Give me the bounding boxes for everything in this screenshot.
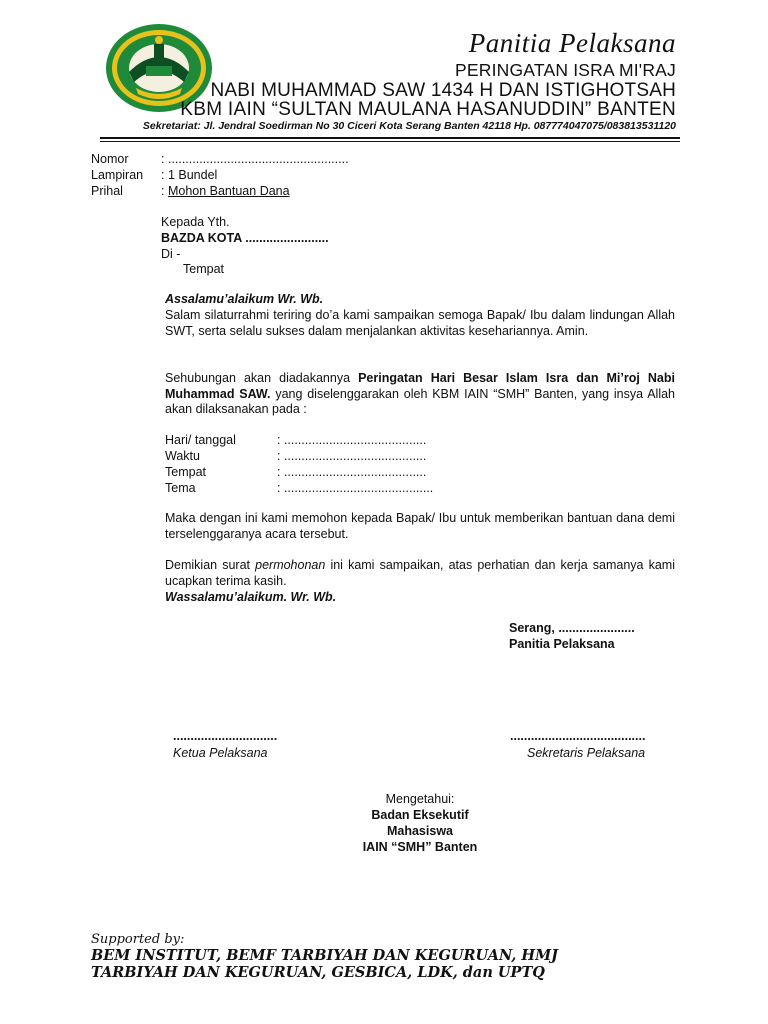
committee-label: Panitia Pelaksana: [509, 637, 615, 651]
prihal-label: Prihal: [91, 184, 123, 198]
prihal-value: Mohon Bantuan Dana: [167, 184, 290, 198]
lampiran-label: Lampiran: [91, 168, 144, 182]
acknowledged-line-3: IAIN “SMH” Banten: [362, 840, 478, 854]
prihal-field: [161, 184, 290, 198]
acknowledged-line-1: Badan Eksekutif: [371, 808, 469, 822]
supported-line-2: TARBIYAH DAN KEGURUAN, GESBICA, LDK, dan UPTQ: [91, 964, 545, 981]
header-line-1: PERINGATAN ISRA MI'RAJ: [454, 60, 676, 80]
detail-value-date: : .........................................: [277, 433, 427, 447]
acknowledged-label: Mengetahui:: [385, 792, 455, 806]
nomor-label: Nomor: [91, 152, 129, 166]
recipient-line-4: Tempat: [183, 262, 224, 276]
header-rule-thin: [100, 141, 680, 142]
header-org-italic: Panitia Pelaksana: [468, 28, 676, 58]
detail-value-time: : .........................................: [277, 449, 427, 463]
greeting: Assalamu’alaikum Wr. Wb.: [165, 292, 324, 306]
recipient-line-2: BAZDA KOTA ........................: [161, 231, 329, 245]
recipient-line-1: Kepada Yth.: [161, 215, 230, 229]
paragraph-3: Maka dengan ini kami memohon kepada Bapak/ Ibu untuk memberikan bantuan dana demi terselenggaranya acara tersebut.: [165, 511, 675, 541]
left-signature-dots: ..............................: [173, 729, 278, 743]
header-rule-thick: [100, 137, 680, 139]
header-address: Sekretariat: Jl. Jendral Soedirman No 30 Ciceri Kota Serang Banten 42118 Hp. 087774047075/083813531120: [142, 120, 676, 132]
header-line-3: KBM IAIN “SULTAN MAULANA HASANUDDIN” BANTEN: [180, 99, 676, 120]
paragraph-4: Demikian surat permohonan ini kami sampaikan, atas perhatian dan kerja samanya kami ucapkan terima kasih.: [165, 558, 675, 588]
detail-label-time: Waktu: [165, 449, 200, 463]
supported-by-label: Supported by:: [91, 932, 185, 947]
detail-label-date: Hari/ tanggal: [165, 433, 236, 447]
lampiran-value: : 1 Bundel: [161, 168, 218, 182]
paragraph-2: Sehubungan akan diadakannya Peringatan Hari Besar Islam Isra dan Mi’roj Nabi Muhammad SAW. yang diselenggarakan oleh KBM IAIN “SMH” Banten, yang insya Allah akan dilaksanakan pada :: [165, 371, 675, 416]
right-signature-dots: .......................................: [510, 729, 646, 743]
recipient-line-3: Di -: [161, 247, 181, 261]
header-line-2: NABI MUHAMMAD SAW 1434 H DAN ISTIGHOTSAH: [210, 80, 676, 101]
nomor-value: : ....................................................: [161, 152, 349, 166]
detail-label-place: Tempat: [165, 465, 206, 479]
supported-line-1: BEM INSTITUT, BEMF TARBIYAH DAN KEGURUAN, HMJ: [91, 947, 559, 964]
right-signature-title: Sekretaris Pelaksana: [527, 746, 646, 760]
detail-label-theme: Tema: [165, 481, 196, 495]
place-date: Serang, ......................: [509, 621, 635, 635]
detail-value-theme: : ...........................................: [277, 481, 434, 495]
paragraph-1: Salam silaturrahmi teriring do’a kami sampaikan semoga Bapak/ Ibu dalam lindungan Allah SWT, serta selalu sukses dalam menjalankan aktivitas kesehariannya. Amin.: [165, 308, 675, 338]
detail-value-place: : .........................................: [277, 465, 427, 479]
acknowledged-line-2: Mahasiswa: [386, 824, 453, 838]
closing: Wassalamu’alaikum. Wr. Wb.: [165, 590, 337, 604]
prihal-colon: :: [161, 184, 168, 198]
left-signature-title: Ketua Pelaksana: [173, 746, 268, 760]
